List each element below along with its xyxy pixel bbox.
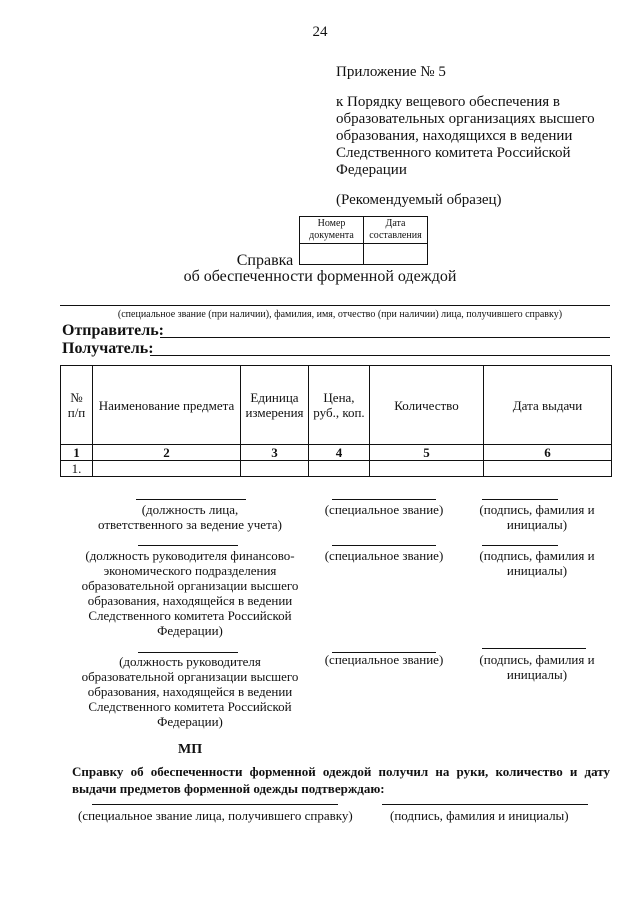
col-date-header (484, 366, 612, 445)
appendix-line: Следственного комитета Российской (336, 145, 571, 161)
receiver-signature-caption: (подпись, фамилия и инициалы) (390, 808, 569, 823)
column-number: 4 (309, 445, 370, 461)
caption-line: (подпись, фамилия и (479, 502, 595, 517)
appendix-title: Приложение № 5 (336, 64, 446, 80)
position-caption (70, 654, 310, 729)
appendix-line: к Порядку вещевого обеспечения в (336, 94, 561, 110)
row-number: 1. (61, 461, 93, 477)
table-header-row (61, 366, 612, 445)
caption-line: инициалы) (506, 563, 568, 578)
header-line: составления (369, 230, 422, 241)
header-line: руб., коп. (313, 405, 365, 420)
recipient-line[interactable] (60, 305, 610, 306)
signature-line[interactable] (482, 545, 558, 546)
recipient-caption: (специальное звание (при наличии), фамилия, имя, отчество (при наличии) лица, получившего справку) (117, 309, 563, 320)
caption-line: образования, находящейся в ведении (87, 593, 293, 608)
column-number: 1 (61, 445, 93, 461)
column-number-row (61, 445, 612, 461)
appendix-block (336, 64, 616, 209)
header-line: Единица (250, 390, 299, 405)
document-title: Справка (236, 252, 294, 269)
column-number: 3 (241, 445, 309, 461)
position-line[interactable] (138, 545, 238, 546)
header-line: Дата (385, 218, 406, 229)
caption-line: Федерации) (157, 714, 223, 729)
caption-line: Следственного комитета Российской (88, 699, 292, 714)
doc-number-header (300, 217, 364, 244)
receiver-rank-caption: (специальное звание лица, получившего справку) (78, 808, 353, 823)
caption-line: (должность руководителя финансово- (85, 548, 295, 563)
col-unit-header (241, 366, 309, 445)
header-line: документа (309, 230, 354, 241)
seal-place-label: МП (178, 742, 203, 757)
caption-line: (должность лица, (141, 502, 239, 517)
caption-line: образовательной организации высшего (81, 578, 299, 593)
doc-date-value[interactable] (364, 244, 428, 265)
caption-line: образовательной организации высшего (81, 669, 299, 684)
sender-line[interactable] (160, 337, 610, 338)
col-number-header (61, 366, 93, 445)
signature-line[interactable] (482, 648, 586, 649)
page-number: 24 (312, 24, 328, 40)
column-number: 6 (484, 445, 612, 461)
caption-line: образования, находящейся в ведении (87, 684, 293, 699)
rank-line[interactable] (332, 545, 436, 546)
item-price-cell[interactable] (309, 461, 370, 477)
caption-line: Федерации) (157, 623, 223, 638)
caption-line: (подпись, фамилия и (479, 652, 595, 667)
signature-line[interactable] (482, 499, 558, 500)
column-number: 2 (93, 445, 241, 461)
receiver-signature-line[interactable] (382, 804, 588, 805)
item-unit-cell[interactable] (241, 461, 309, 477)
document-number-table (299, 216, 428, 265)
position-caption (70, 548, 310, 638)
position-line[interactable] (138, 652, 238, 653)
position-caption (70, 502, 310, 532)
rank-caption: (специальное звание) (324, 652, 444, 667)
item-name-cell[interactable] (93, 461, 241, 477)
receiver-line[interactable] (150, 355, 610, 356)
appendix-line: Федерации (336, 162, 407, 178)
appendix-line: образования, находящихся в ведении (336, 128, 573, 144)
rank-line[interactable] (332, 499, 436, 500)
caption-line: инициалы) (506, 517, 568, 532)
caption-line: ответственного за ведение учета) (97, 517, 283, 532)
header-line: Дата выдачи (512, 397, 583, 413)
receiver-rank-line[interactable] (92, 804, 338, 805)
receiver-label: Получатель: (62, 340, 154, 357)
doc-date-header (364, 217, 428, 244)
rank-caption: (специальное звание) (324, 502, 444, 517)
item-quantity-cell[interactable] (370, 461, 484, 477)
caption-line: Следственного комитета Российской (88, 608, 292, 623)
header-line: Наименование предмета (98, 397, 235, 413)
header-line: Цена, (323, 390, 355, 405)
col-name-header (93, 366, 241, 445)
position-line[interactable] (136, 499, 246, 500)
caption-line: (должность руководителя (119, 654, 261, 669)
confirmation-text: Справку об обеспеченности форменной одеждой получил на руки, количество и дату выдачи предметов форменной одежды подтверждаю: (72, 764, 610, 796)
header-line: № (70, 390, 83, 405)
item-date-cell[interactable] (484, 461, 612, 477)
items-table (60, 365, 612, 477)
signature-caption (462, 548, 612, 578)
col-quantity-header (370, 366, 484, 445)
column-number: 5 (370, 445, 484, 461)
header-line: измерения (245, 405, 304, 420)
appendix-note: (Рекомендуемый образец) (336, 192, 502, 208)
header-line: п/п (67, 405, 86, 420)
col-price-header (309, 366, 370, 445)
appendix-line: образовательных организациях высшего (336, 111, 595, 127)
rank-caption: (специальное звание) (324, 548, 444, 563)
signature-caption (462, 652, 612, 682)
caption-line: (подпись, фамилия и (479, 548, 595, 563)
doc-number-value[interactable] (300, 244, 364, 265)
header-line: Номер (317, 218, 346, 229)
sender-label: Отправитель: (62, 322, 165, 339)
header-line: Количество (394, 397, 459, 413)
caption-line: инициалы) (506, 667, 568, 682)
caption-line: экономического подразделения (103, 563, 277, 578)
table-row (61, 461, 612, 477)
signature-caption (462, 502, 612, 532)
document-subtitle: об обеспеченности форменной одеждой (183, 268, 457, 285)
